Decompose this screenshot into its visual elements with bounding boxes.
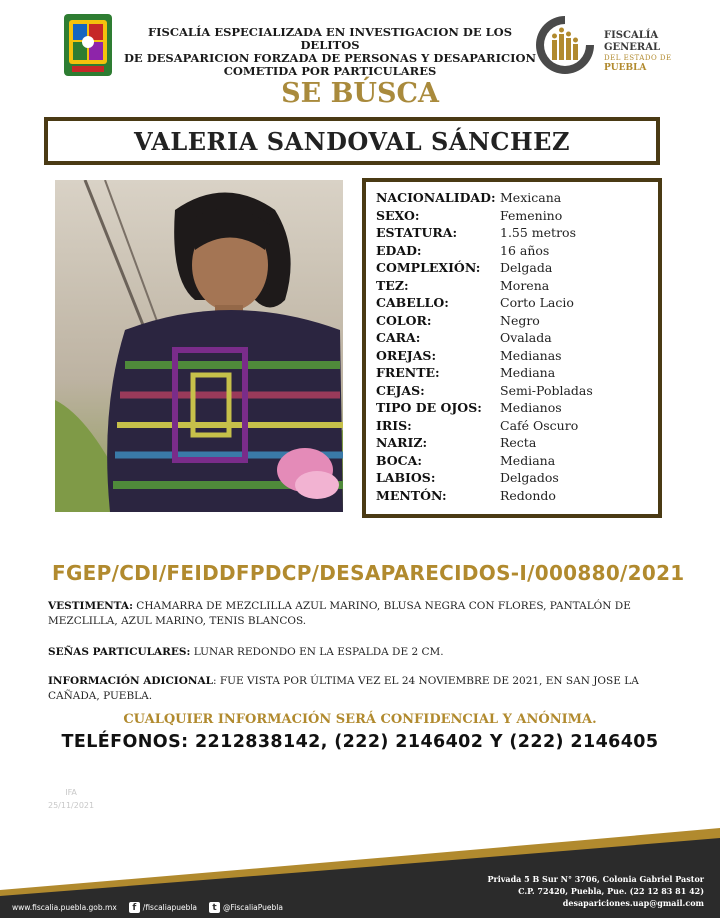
detail-row xyxy=(376,259,658,277)
logo-line: FISCALÍA GENERAL xyxy=(604,30,661,53)
detail-label: LABIOS: xyxy=(376,470,436,486)
detail-value: 1.55 metros xyxy=(500,225,576,241)
detail-value: Mediana xyxy=(500,452,556,468)
detail-value: Mexicana xyxy=(500,190,562,206)
detail-label: ESTATURA: xyxy=(376,225,458,241)
detail-label: IRIS: xyxy=(376,417,412,433)
person-name: VALERIA SANDOVAL SÁNCHEZ xyxy=(134,126,570,156)
detail-row xyxy=(376,189,658,207)
detail-value: Mediana xyxy=(500,365,556,381)
detail-value: Morena xyxy=(500,277,550,293)
header-title xyxy=(120,26,540,78)
headline: SE BÚSCA xyxy=(281,78,439,109)
detail-row xyxy=(376,312,658,330)
detail-value: Corto Lacio xyxy=(500,295,574,311)
facebook-link[interactable] xyxy=(129,902,197,913)
detail-row xyxy=(376,382,658,400)
stamp-line: 25/11/2021 xyxy=(48,801,95,810)
detail-label: OREJAS: xyxy=(376,347,437,363)
confidential-notice: CUALQUIER INFORMACIÓN SERÁ CONFIDENCIAL Y ANÓNIMA. xyxy=(123,712,597,727)
footer-address xyxy=(487,873,704,909)
detail-value: Delgada xyxy=(500,260,553,276)
marks-paragraph xyxy=(48,645,678,660)
detail-label: NARIZ: xyxy=(376,435,428,451)
detail-label: COMPLEXIÓN: xyxy=(376,260,481,276)
detail-label: EDAD: xyxy=(376,242,422,258)
detail-row xyxy=(376,452,658,470)
detail-label: CARA: xyxy=(376,330,421,346)
twitter-link[interactable] xyxy=(209,902,283,913)
physical-description-panel xyxy=(362,178,662,518)
address-line: Privada 5 B Sur N° 3706, Colonia Gabriel Pastor xyxy=(487,874,704,884)
additional-info-text: : FUE VISTA POR ÚLTIMA VEZ EL 24 NOVIEMBRE DE 2021, EN SAN JOSE LA CAÑADA, PUEBLA. xyxy=(48,675,639,702)
detail-value: Semi-Pobladas xyxy=(500,382,593,398)
contact-email[interactable]: desapariciones.uap@gmail.com xyxy=(562,898,704,908)
header-title-line: DE DESAPARICION FORZADA DE PERSONAS Y DESAPARICION xyxy=(123,51,537,65)
detail-label: SEXO: xyxy=(376,207,420,223)
detail-label: TIPO DE OJOS: xyxy=(376,400,482,416)
detail-row xyxy=(376,417,658,435)
header-title-line: FISCALÍA ESPECIALIZADA EN INVESTIGACION DE LOS DELITOS xyxy=(148,25,512,52)
logo-line: DEL ESTADO DE xyxy=(604,54,672,62)
additional-info-paragraph xyxy=(48,674,678,704)
facebook-handle: /fiscaliapuebla xyxy=(142,903,198,912)
address-line: C.P. 72420, Puebla, Pue. (22 12 83 81 42) xyxy=(518,886,704,896)
detail-row xyxy=(376,399,658,417)
phone-numbers: TELÉFONOS: 2212838142, (222) 2146402 Y (222) 2146405 xyxy=(61,732,659,752)
detail-value: Redondo xyxy=(500,487,556,503)
detail-row xyxy=(376,329,658,347)
case-number: FGEP/CDI/FEIDDFPDCP/DESAPARECIDOS-I/000880/2021 xyxy=(52,561,685,585)
logo-line: PUEBLA xyxy=(604,63,647,73)
detail-value: 16 años xyxy=(500,242,550,258)
detail-row xyxy=(376,207,658,225)
missing-person-photo xyxy=(55,180,343,512)
detail-value: Negro xyxy=(500,312,540,328)
twitter-handle: @FiscaliaPuebla xyxy=(223,903,283,912)
facebook-icon: f xyxy=(129,902,140,913)
detail-row xyxy=(376,364,658,382)
detail-value: Femenino xyxy=(500,207,563,223)
clothing-label: VESTIMENTA: xyxy=(48,600,133,612)
detail-row xyxy=(376,294,658,312)
detail-value: Café Oscuro xyxy=(500,417,579,433)
detail-value: Medianos xyxy=(500,400,562,416)
detail-value: Delgados xyxy=(500,470,559,486)
detail-value: Ovalada xyxy=(500,330,552,346)
detail-value: Recta xyxy=(500,435,537,451)
marks-label: SEÑAS PARTICULARES: xyxy=(48,646,191,658)
detail-row xyxy=(376,434,658,452)
date-stamp xyxy=(48,786,94,812)
footer-links xyxy=(12,902,283,913)
clothing-paragraph xyxy=(48,599,678,629)
detail-label: COLOR: xyxy=(376,312,432,328)
header xyxy=(0,0,720,84)
detail-row xyxy=(376,487,658,505)
website-link[interactable]: www.fiscalia.puebla.gob.mx xyxy=(12,903,117,912)
stamp-line: IFA xyxy=(65,788,77,797)
detail-row xyxy=(376,277,658,295)
fiscalia-logo-text xyxy=(604,30,714,74)
marks-text: LUNAR REDONDO EN LA ESPALDA DE 2 CM. xyxy=(193,646,444,658)
detail-row xyxy=(376,242,658,260)
state-coat-of-arms-icon xyxy=(62,12,114,78)
detail-label: FRENTE: xyxy=(376,365,440,381)
detail-label: CABELLO: xyxy=(376,295,449,311)
twitter-icon: t xyxy=(209,902,220,913)
detail-label: TEZ: xyxy=(376,277,409,293)
additional-info-label: INFORMACIÓN ADICIONAL xyxy=(48,675,213,687)
detail-row xyxy=(376,469,658,487)
clothing-text: CHAMARRA DE MEZCLILLA AZUL MARINO, BLUSA NEGRA CON FLORES, PANTALÓN DE MEZCLILLA, AZUL MARINO, TENIS BLANCOS. xyxy=(48,600,631,627)
header-title-line: COMETIDA POR PARTICULARES xyxy=(223,64,437,78)
detail-value: Medianas xyxy=(500,347,562,363)
detail-row xyxy=(376,224,658,242)
detail-row xyxy=(376,347,658,365)
detail-label: BOCA: xyxy=(376,452,422,468)
detail-label: MENTÓN: xyxy=(376,487,447,503)
detail-label: NACIONALIDAD: xyxy=(376,190,496,206)
fiscalia-logo-icon xyxy=(534,14,596,76)
detail-label: CEJAS: xyxy=(376,382,425,398)
person-name-box xyxy=(44,117,660,165)
